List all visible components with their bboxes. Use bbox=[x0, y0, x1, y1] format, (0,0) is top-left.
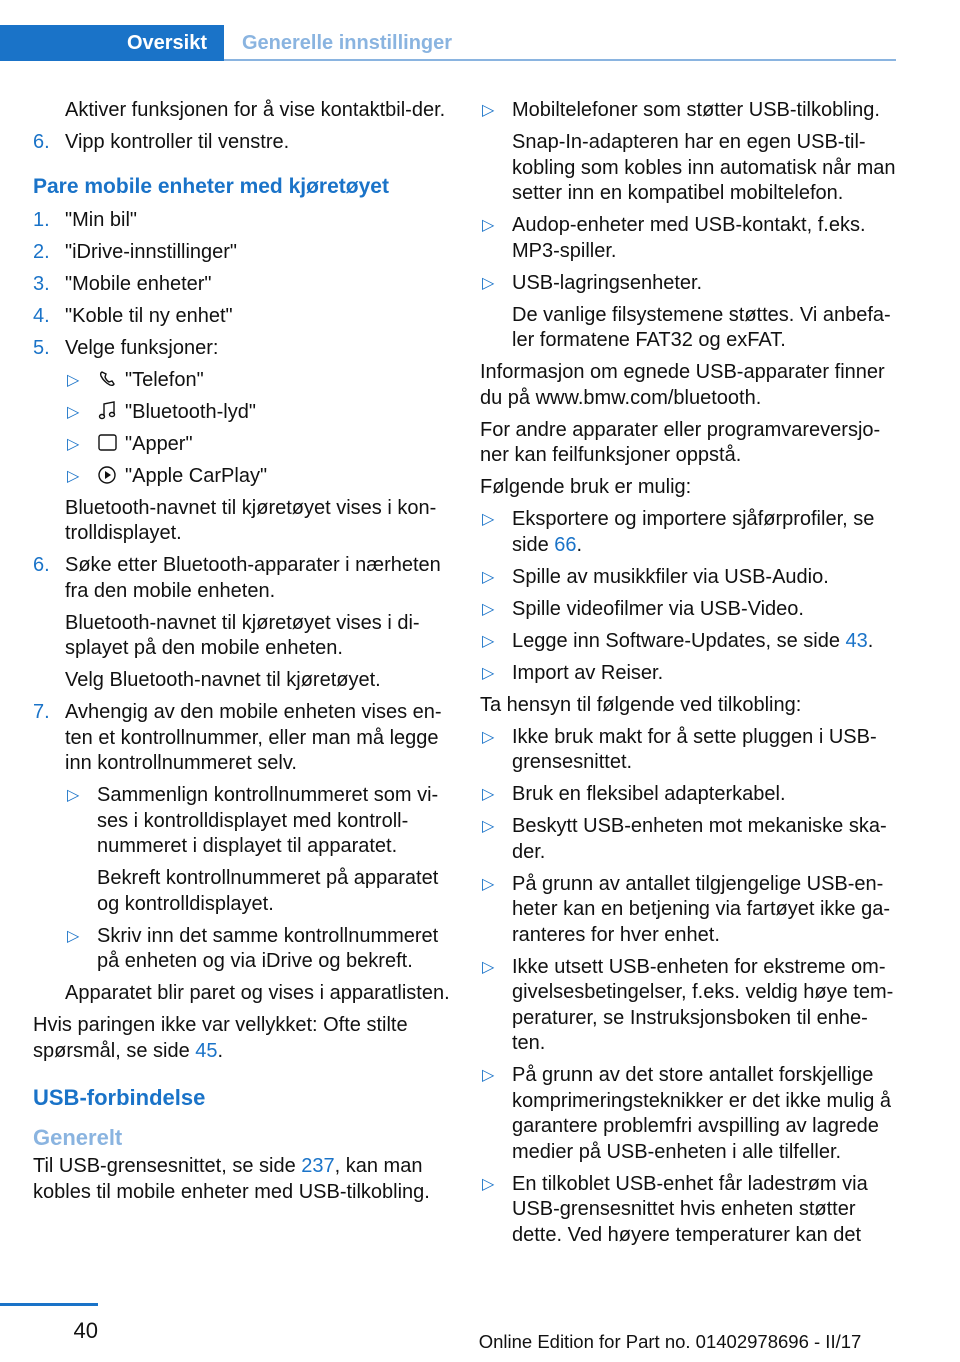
step-text: "iDrive-innstillinger" bbox=[65, 240, 238, 263]
option-note: Bekreft kontrollnummeret på apparatet og kontrolldisplayet. bbox=[97, 867, 439, 915]
step-number: 6. bbox=[33, 131, 50, 153]
function-list bbox=[33, 368, 451, 490]
step-number: 1. bbox=[33, 208, 50, 231]
subheading-general: Generelt bbox=[33, 1125, 123, 1150]
fail-paragraph bbox=[33, 1013, 451, 1064]
tab-oversikt[interactable]: Oversikt bbox=[0, 25, 224, 61]
music-note-icon bbox=[97, 401, 119, 421]
caution-item bbox=[480, 814, 900, 865]
step-text: Søke etter Bluetooth-apparater i nærheten fra den mobile enheten. bbox=[65, 554, 441, 602]
caution-item bbox=[480, 1172, 900, 1249]
caution-text: Bruk en fleksibel adapterkabel. bbox=[512, 783, 786, 805]
step-item bbox=[33, 208, 451, 234]
usb-text: Til USB-grensesnittet, se side bbox=[33, 1155, 302, 1177]
option-text: Sammenlign kontrollnummeret som vi-ses i kontrolldisplayet med kontroll-nummeret i displayet til apparatet. bbox=[97, 784, 439, 857]
header-rule bbox=[224, 59, 896, 61]
use-text: Eksportere og importere sjåførprofiler, se side bbox=[512, 508, 875, 556]
bullet-icon: ▷ bbox=[67, 403, 80, 421]
function-item bbox=[65, 464, 451, 490]
function-item bbox=[65, 400, 451, 426]
step-number: 2. bbox=[33, 240, 50, 263]
device-text: Mobiltelefoner som støtter USB-tilkobling. bbox=[512, 99, 880, 121]
step-number: 5. bbox=[33, 336, 50, 359]
usb-paragraph bbox=[33, 1154, 451, 1205]
left-column bbox=[33, 98, 451, 1212]
footer-rule bbox=[0, 1303, 98, 1306]
carplay-icon bbox=[97, 465, 119, 485]
bullet-icon: ▷ bbox=[482, 102, 495, 119]
step-item bbox=[33, 272, 451, 298]
caution-text: Beskytt USB-enheten mot mekaniske ska-der. bbox=[512, 815, 887, 863]
step-number: 4. bbox=[33, 304, 50, 327]
function-item bbox=[65, 432, 451, 458]
bullet-icon: ▷ bbox=[67, 435, 80, 453]
info-paragraph: Informasjon om egnede USB-apparater finner du på www.bmw.com/bluetooth. bbox=[480, 361, 885, 409]
step-text: "Min bil" bbox=[65, 208, 137, 231]
phone-icon bbox=[97, 369, 119, 389]
step-item bbox=[33, 304, 451, 330]
info-paragraph: For andre apparater eller programvareversjo-ner kan feilfunksjoner oppstå. bbox=[480, 418, 881, 466]
step-text: "Koble til ny enhet" bbox=[65, 304, 233, 327]
caution-text: En tilkoblet USB-enhet får ladestrøm via USB-grensesnittet hvis enheten støtter dette. Ved høyere temperaturer kan det bbox=[512, 1172, 868, 1246]
bullet-icon: ▷ bbox=[67, 467, 80, 485]
step-item bbox=[33, 130, 451, 156]
use-item bbox=[480, 597, 900, 623]
caution-text: Ikke utsett USB-enheten for ekstreme om-givelsesbetingelser, f.eks. veldig høye tem-peraturer, se Instruksjonsboken til enhe-ten. bbox=[512, 955, 894, 1054]
apps-icon bbox=[97, 433, 119, 453]
use-item bbox=[480, 565, 900, 591]
step-number: 3. bbox=[33, 272, 50, 295]
device-text: Audop-enheter med USB-kontakt, f.eks. MP3-spiller. bbox=[512, 214, 866, 262]
bullet-icon: ▷ bbox=[482, 786, 495, 803]
info-paragraph: Følgende bruk er mulig: bbox=[480, 476, 692, 498]
caution-item bbox=[480, 955, 900, 1057]
step-note: Bluetooth-navnet til kjøretøyet vises i di-splayet på den mobile enheten. bbox=[65, 611, 420, 659]
function-label: "Telefon" bbox=[125, 368, 204, 391]
option-item bbox=[65, 783, 451, 860]
caution-item bbox=[480, 725, 900, 776]
step7-options bbox=[33, 783, 451, 975]
step-note: Velg Bluetooth-navnet til kjøretøyet. bbox=[65, 669, 381, 691]
use-text: Import av Reiser. bbox=[512, 661, 664, 684]
device-item bbox=[480, 213, 900, 264]
page-link-45[interactable]: 45 bbox=[195, 1039, 218, 1062]
bullet-icon: ▷ bbox=[67, 787, 80, 804]
bullet-icon: ▷ bbox=[482, 217, 495, 234]
fail-end: . bbox=[217, 1039, 224, 1062]
function-label: "Bluetooth-lyd" bbox=[125, 400, 256, 423]
step-note: Bluetooth-navnet til kjøretøyet vises i kon-trolldisplayet. bbox=[65, 496, 437, 544]
bullet-icon: ▷ bbox=[482, 664, 495, 682]
step-text: Vipp kontroller til venstre. bbox=[65, 131, 290, 153]
function-item bbox=[65, 368, 451, 394]
bullet-icon: ▷ bbox=[482, 600, 495, 618]
header-bar bbox=[0, 0, 960, 62]
device-note: Snap-In-adapteren har en egen USB-til-kobling som kobles inn automatisk når man setter inn en kompatibel mobiltelefon. bbox=[512, 131, 896, 204]
bullet-icon: ▷ bbox=[482, 632, 495, 650]
bullet-icon: ▷ bbox=[482, 958, 495, 976]
edition-text: Online Edition for Part no. 01402978696 - II/17 bbox=[478, 1331, 862, 1352]
step-continuation: Aktiver funksjonen for å vise kontaktbil-der. bbox=[65, 99, 446, 121]
use-end: . bbox=[867, 629, 874, 652]
device-item bbox=[480, 98, 900, 124]
use-text: Spille videofilmer via USB-Video. bbox=[512, 597, 804, 620]
device-note: De vanlige filsystemene støttes. Vi anbefa-ler formatene FAT32 og exFAT. bbox=[512, 303, 891, 351]
use-item bbox=[480, 629, 900, 655]
use-item bbox=[480, 661, 900, 687]
step-item bbox=[33, 700, 451, 777]
option-text: Skriv inn det samme kontrollnummeret på enheten og via iDrive og bekreft. bbox=[97, 924, 439, 972]
use-text: Spille av musikkfiler via USB-Audio. bbox=[512, 565, 829, 588]
page-number: 40 bbox=[73, 1318, 98, 1343]
page-link-237[interactable]: 237 bbox=[301, 1155, 335, 1177]
section-heading-usb: USB-forbindelse bbox=[33, 1085, 206, 1110]
step-number: 6. bbox=[33, 554, 50, 576]
bullet-icon: ▷ bbox=[67, 927, 80, 945]
bullet-icon: ▷ bbox=[482, 1067, 495, 1084]
step-item bbox=[33, 240, 451, 266]
function-label: "Apple CarPlay" bbox=[125, 464, 268, 487]
step-note: Apparatet blir paret og vises i apparatlisten. bbox=[65, 982, 450, 1004]
bullet-icon: ▷ bbox=[482, 1175, 495, 1193]
tab-generelle-innstillinger[interactable]: Generelle innstillinger bbox=[242, 32, 453, 54]
use-text: Legge inn Software-Updates, se side bbox=[512, 629, 846, 652]
page-link-43[interactable]: 43 bbox=[845, 629, 868, 652]
caution-item bbox=[480, 872, 900, 949]
info-paragraph: Ta hensyn til følgende ved tilkobling: bbox=[480, 693, 802, 716]
function-label: "Apper" bbox=[125, 432, 193, 455]
section-heading-pair: Pare mobile enheter med kjøretøyet bbox=[33, 174, 389, 198]
usb-text: , kan man kobles til mobile enheter med USB-tilkobling. bbox=[33, 1155, 430, 1203]
bullet-icon: ▷ bbox=[482, 728, 495, 746]
bullet-icon: ▷ bbox=[482, 818, 495, 835]
use-item bbox=[480, 507, 900, 558]
bullet-icon: ▷ bbox=[67, 371, 80, 389]
fail-text: Hvis paringen ikke var vellykket: Ofte stilte spørsmål, se side bbox=[33, 1014, 408, 1062]
page-link-66[interactable]: 66 bbox=[554, 533, 577, 556]
right-column bbox=[480, 98, 900, 1255]
caution-item bbox=[480, 782, 900, 808]
caution-text: Ikke bruk makt for å sette pluggen i USB-grensesnittet. bbox=[512, 725, 877, 773]
bullet-icon: ▷ bbox=[482, 274, 495, 292]
device-text: USB-lagringsenheter. bbox=[512, 271, 703, 294]
caution-item bbox=[480, 1063, 900, 1165]
step-number: 7. bbox=[33, 701, 50, 723]
step-text: "Mobile enheter" bbox=[65, 272, 212, 295]
bullet-icon: ▷ bbox=[482, 568, 495, 586]
option-item bbox=[65, 924, 451, 975]
device-item bbox=[480, 271, 900, 297]
step-text: Avhengig av den mobile enheten vises en-ten et kontrollnummer, eller man må legge inn kontrollnummeret selv. bbox=[65, 701, 442, 774]
step-item bbox=[33, 336, 451, 362]
step-item bbox=[33, 553, 451, 604]
step-text: Velge funksjoner: bbox=[65, 336, 219, 359]
bullet-icon: ▷ bbox=[482, 511, 495, 528]
bullet-icon: ▷ bbox=[482, 875, 495, 893]
use-end: . bbox=[576, 533, 583, 556]
caution-text: På grunn av det store antallet forskjellige komprimeringsteknikker er det ikke mulig å garantere problemfri avspilling av lagrede medier på USB-enheten i alle tilfeller. bbox=[512, 1064, 892, 1163]
caution-text: På grunn av antallet tilgjengelige USB-en-heter kan en betjening via fartøyet ikke ga-ranteres for hver enhet. bbox=[512, 872, 890, 946]
